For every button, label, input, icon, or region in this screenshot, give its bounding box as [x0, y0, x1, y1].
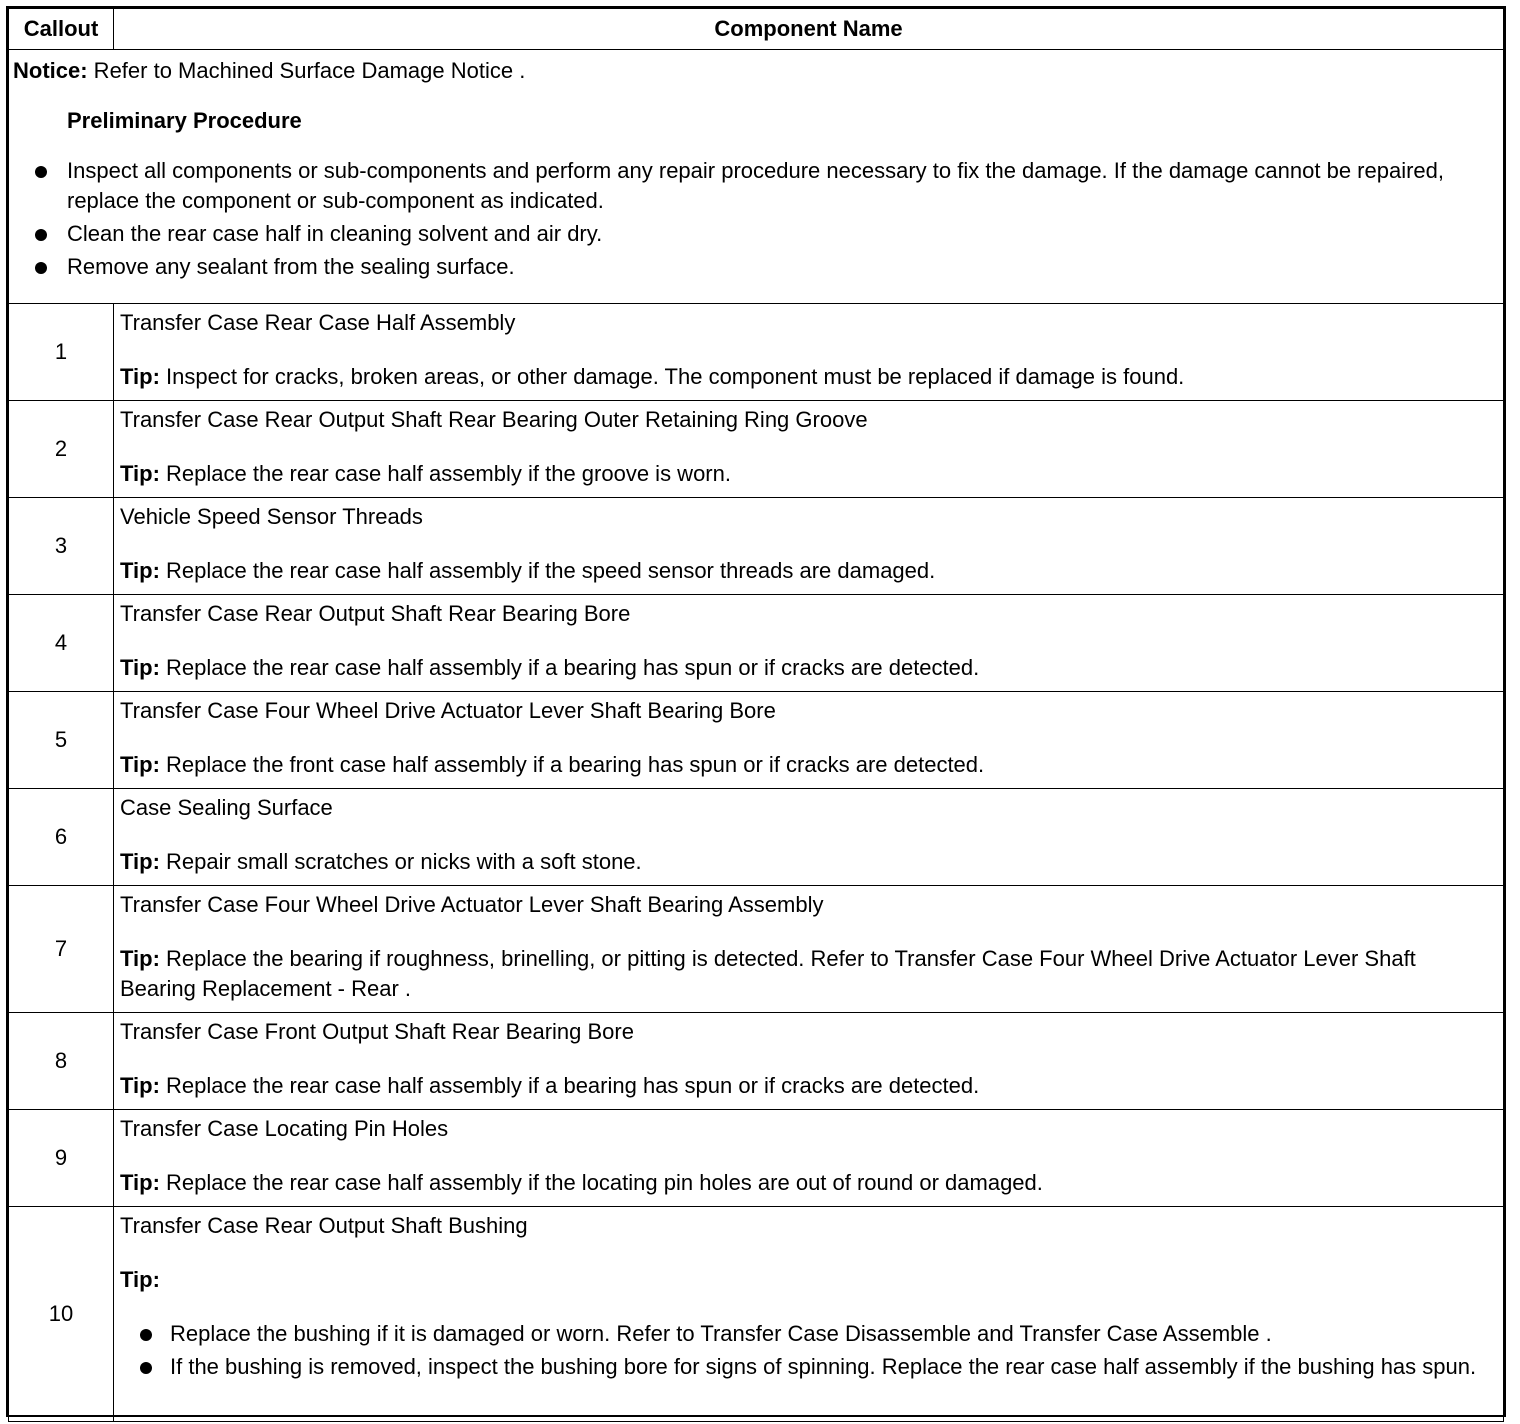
- bullet-item: [120, 1352, 1495, 1382]
- table-row: [9, 1013, 1504, 1110]
- bullet-item: [120, 1319, 1495, 1349]
- bullet-text: Clean the rear case half in cleaning solvent and air dry.: [67, 221, 603, 246]
- preliminary-procedure-title: Preliminary Procedure: [67, 108, 302, 133]
- component-name: Transfer Case Locating Pin Holes: [120, 1116, 449, 1141]
- callout-number: 10: [9, 1207, 114, 1422]
- bullet-text: Replace the bushing if it is damaged or worn. Refer to Transfer Case Disassemble and Transfer Case Assemble .: [170, 1321, 1272, 1346]
- tip-label: Tip:: [120, 849, 160, 874]
- component-name: Transfer Case Rear Output Shaft Rear Bearing Outer Retaining Ring Groove: [120, 407, 868, 432]
- table-row: [9, 401, 1504, 498]
- callout-number: 7: [9, 886, 114, 1013]
- callout-number: 6: [9, 789, 114, 886]
- callout-number: 4: [9, 595, 114, 692]
- tip-line: [120, 750, 1495, 780]
- bullet-text: Remove any sealant from the sealing surface.: [67, 254, 515, 279]
- component-cell: [114, 595, 1504, 692]
- tip-text: Replace the rear case half assembly if a bearing has spun or if cracks are detected.: [159, 1073, 980, 1098]
- tip-text: Inspect for cracks, broken areas, or other damage. The component must be replaced if damage is found.: [159, 364, 1185, 389]
- component-cell: [114, 886, 1504, 1013]
- component-name: Transfer Case Rear Output Shaft Rear Bearing Bore: [120, 601, 631, 626]
- table-row: [9, 1207, 1504, 1422]
- component-name: Case Sealing Surface: [120, 795, 333, 820]
- bullet-icon: [35, 229, 47, 241]
- callout-number: 2: [9, 401, 114, 498]
- component-cell: [114, 304, 1504, 401]
- callout-header: Callout: [9, 9, 114, 50]
- component-cell: [114, 1110, 1504, 1207]
- tip-line: [120, 362, 1495, 392]
- table-row: [9, 886, 1504, 1013]
- bullet-icon: [140, 1329, 152, 1341]
- tip-text: Replace the rear case half assembly if the groove is worn.: [159, 461, 731, 486]
- notice-text: Refer to Machined Surface Damage Notice .: [87, 58, 526, 83]
- callout-number: 3: [9, 498, 114, 595]
- tip-text: Replace the rear case half assembly if the speed sensor threads are damaged.: [159, 558, 936, 583]
- table-row: [9, 498, 1504, 595]
- component-name: Transfer Case Rear Case Half Assembly: [120, 310, 516, 335]
- bullet-item: [13, 156, 1493, 216]
- component-cell: [114, 1207, 1504, 1422]
- tip-label: Tip:: [120, 752, 160, 777]
- bullet-item: [13, 219, 1493, 249]
- tip-line: [120, 1265, 1495, 1295]
- tip-line: [120, 847, 1495, 877]
- bullet-item: [13, 252, 1493, 282]
- tip-label: Tip:: [120, 1073, 160, 1098]
- notice-line: [13, 56, 1493, 86]
- tip-text: Replace the rear case half assembly if the locating pin holes are out of round or damaged.: [159, 1170, 1043, 1195]
- component-name: Transfer Case Four Wheel Drive Actuator Lever Shaft Bearing Assembly: [120, 892, 824, 917]
- tip-text: Replace the bearing if roughness, brinelling, or pitting is detected. Refer to Transfer Case Four Wheel Drive Actuator Lever Shaft Bearing Replacement - Rear .: [120, 946, 1416, 1001]
- callout-number: 9: [9, 1110, 114, 1207]
- component-name: Vehicle Speed Sensor Threads: [120, 504, 423, 529]
- tip-label: Tip:: [120, 461, 160, 486]
- tip-line: [120, 653, 1495, 683]
- component-name-header: Component Name: [114, 9, 1504, 50]
- component-cell: [114, 498, 1504, 595]
- tip-text: Repair small scratches or nicks with a soft stone.: [159, 849, 642, 874]
- tip-line: [120, 459, 1495, 489]
- table-row: [9, 789, 1504, 886]
- table-row: [9, 692, 1504, 789]
- tip-line: [120, 1071, 1495, 1101]
- component-name: Transfer Case Front Output Shaft Rear Bearing Bore: [120, 1019, 634, 1044]
- component-cell: [114, 789, 1504, 886]
- tip-label: Tip:: [120, 1170, 160, 1195]
- tip-label: Tip:: [120, 1267, 160, 1292]
- preliminary-bullets: [13, 156, 1493, 282]
- component-cell: [114, 401, 1504, 498]
- table-row: [9, 1110, 1504, 1207]
- bullet-icon: [140, 1362, 152, 1374]
- tip-line: [120, 556, 1495, 586]
- component-table: [8, 8, 1504, 1422]
- table-row: [9, 304, 1504, 401]
- notice-label: Notice:: [13, 58, 88, 83]
- component-cell: [114, 1013, 1504, 1110]
- tip-label: Tip:: [120, 558, 160, 583]
- tip-bullets: [120, 1319, 1495, 1382]
- component-table-document: [6, 6, 1506, 1417]
- tip-label: Tip:: [120, 364, 160, 389]
- table-row: [9, 595, 1504, 692]
- tip-label: Tip:: [120, 655, 160, 680]
- bullet-icon: [35, 262, 47, 274]
- component-cell: [114, 692, 1504, 789]
- callout-number: 5: [9, 692, 114, 789]
- tip-text: Replace the front case half assembly if a bearing has spun or if cracks are detected.: [159, 752, 985, 777]
- component-name: Transfer Case Four Wheel Drive Actuator Lever Shaft Bearing Bore: [120, 698, 776, 723]
- notice-section: [9, 50, 1504, 304]
- tip-label: Tip:: [120, 946, 160, 971]
- bullet-text: Inspect all components or sub-components and perform any repair procedure necessary to fix the damage. If the damage cannot be repaired, replace the component or sub-component as indicated.: [67, 158, 1445, 213]
- tip-line: [120, 944, 1495, 1004]
- bullet-icon: [35, 166, 47, 178]
- component-name: Transfer Case Rear Output Shaft Bushing: [120, 1213, 528, 1238]
- callout-number: 8: [9, 1013, 114, 1110]
- tip-text: Replace the rear case half assembly if a bearing has spun or if cracks are detected.: [159, 655, 980, 680]
- callout-number: 1: [9, 304, 114, 401]
- tip-line: [120, 1168, 1495, 1198]
- bullet-text: If the bushing is removed, inspect the bushing bore for signs of spinning. Replace the rear case half assembly if the bushing has spun.: [170, 1354, 1477, 1379]
